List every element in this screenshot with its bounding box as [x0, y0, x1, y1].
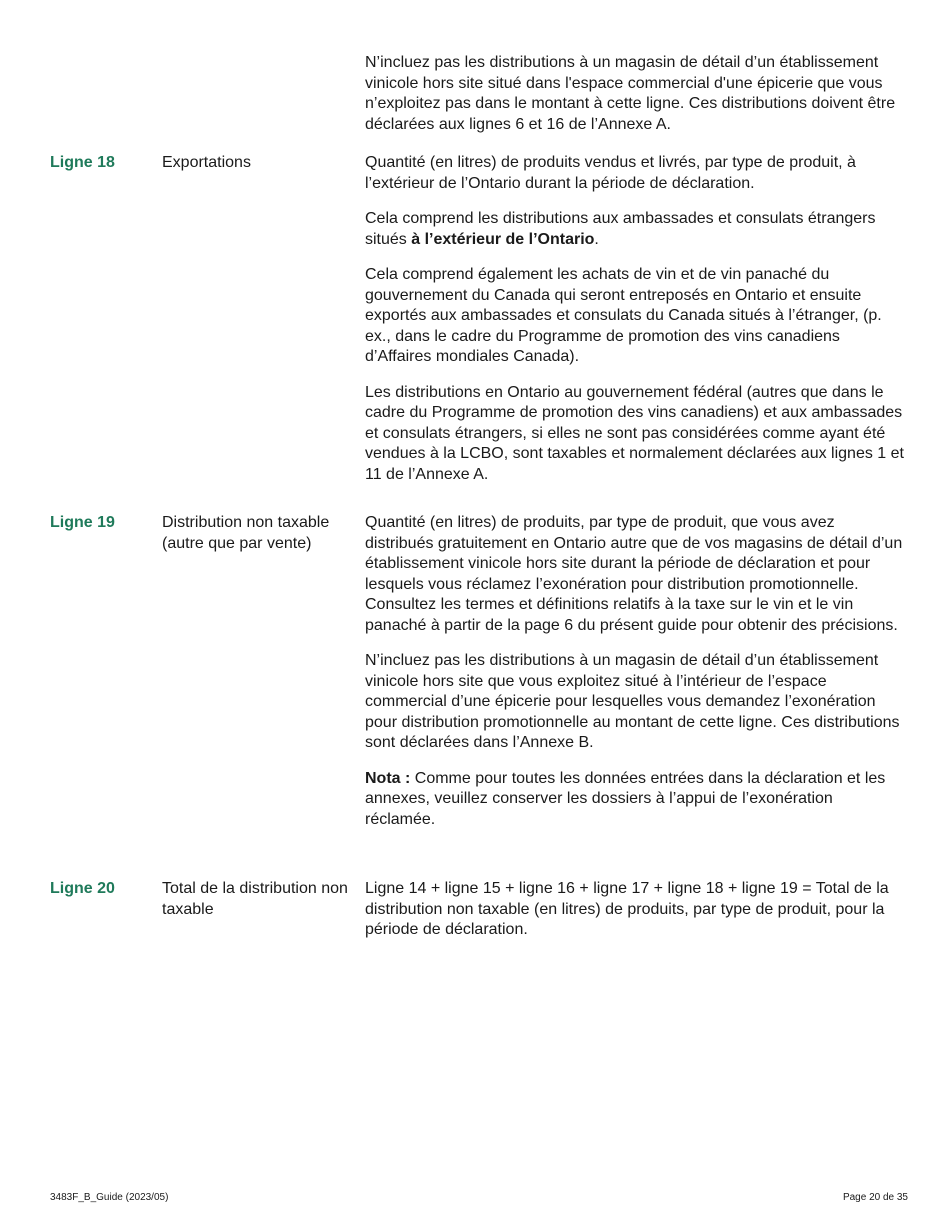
footer-page-number: Page 20 de 35	[842, 1192, 908, 1203]
line-18-paragraph-2	[365, 209, 905, 250]
line-20-description	[365, 879, 905, 941]
line-20-item: Total de la distribution non taxable	[162, 880, 348, 918]
line-18-paragraph-1: Quantité (en litres) de produits vendus et livrés, par type de produit, à l’extérieur de l’Ontario durant la période de déclaration.	[365, 154, 856, 192]
line-18-label: Ligne 18	[50, 154, 115, 171]
line-18-paragraph-4: Les distributions en Ontario au gouvernement fédéral (autres que dans le cadre du Programme de promotion des vins canadiens) et aux ambassades et consulats étrangers, si elles ne sont pas considérées comme ayant été vendues à la LCBO, sont taxables et normalement déclarées aux lignes 1 et 11 de l’Annexe A.	[365, 383, 904, 483]
line-19-note-text: Comme pour toutes les données entrées dans la déclaration et les annexes, veuillez conserver les dossiers à l’appui de l’exonération réclamée.	[365, 769, 886, 828]
line-19-note	[365, 769, 905, 831]
line-19-paragraph-1: Quantité (en litres) de produits, par type de produit, que vous avez distribués gratuitement en Ontario autre que de vos magasins de détail d’un établissement vinicole hors site durant la période de déclaration et pour lesquels vous réclamez l’exonération pour distribution promotionnelle. Consultez les termes et définitions relatifs à la taxe sur le vin et le vin panaché à partir de la page 6 du présent guide pour obtenir des précisions.	[365, 514, 903, 634]
footer-form-id: 3483F_B_Guide (2023/05)	[50, 1192, 169, 1203]
line-19-item: Distribution non taxable (autre que par vente)	[162, 514, 330, 552]
line-18-p2-end: .	[594, 230, 599, 248]
line-19-description	[365, 513, 905, 830]
line-20-label: Ligne 20	[50, 880, 115, 897]
line-19-paragraph-2: N’incluez pas les distributions à un magasin de détail d’un établissement vinicole hors site que vous exploitez situé à l’intérieur de l’espace commercial d’une épicerie pour lesquelles vous demandez l’exonération pour distribution promotionnelle au montant de cette ligne. Ces distributions sont déclarées dans l’Annexe B.	[365, 652, 900, 751]
line-18-paragraph-3: Cela comprend également les achats de vin et de vin panaché du gouvernement du Canada qui seront entreposés en Ontario et ensuite exportés aux ambassades et consulats du Canada situés à l’étranger, (p. ex., dans le cadre du Programme de promotion des vins canadiens d’Affaires mondiales Canada).	[365, 266, 882, 365]
line-19-note-label: Nota :	[365, 769, 411, 787]
line-18-item: Exportations	[162, 154, 251, 171]
continuation-description	[365, 53, 905, 135]
line-18-p2-text: Cela comprend les distributions aux ambassades et consulats étrangers situés	[365, 210, 876, 248]
line-18-p2-bold: à l’extérieur de l’Ontario	[411, 230, 595, 248]
line-18-description	[365, 153, 905, 485]
continuation-paragraph: N’incluez pas les distributions à un magasin de détail d’un établissement vinicole hors site situé dans l'espace commercial d'une épicerie que vous n’exploitez pas dans le montant à cette ligne. Ces distributions doivent être déclarées aux lignes 6 et 16 de l’Annexe A.	[365, 54, 896, 133]
line-20-paragraph-1: Ligne 14 + ligne 15 + ligne 16 + ligne 17 + ligne 18 + ligne 19 = Total de la distribution non taxable (en litres) de produits, par type de produit, pour la période de déclaration.	[365, 880, 889, 938]
line-19-label: Ligne 19	[50, 514, 115, 531]
